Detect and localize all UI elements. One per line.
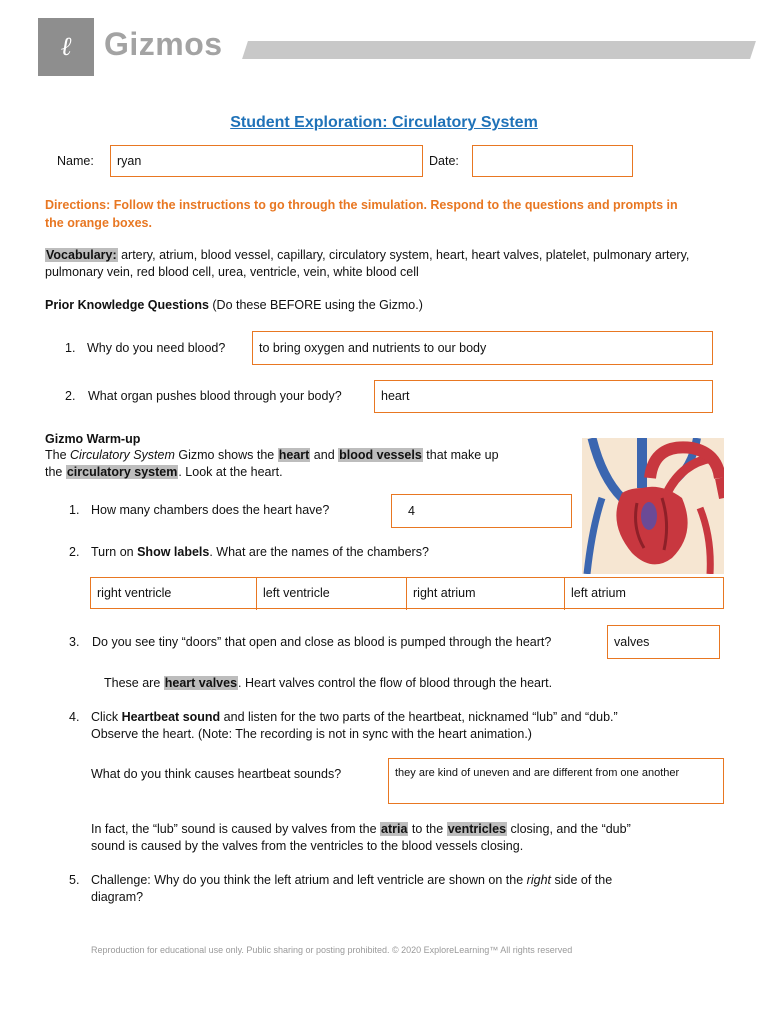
intro-text-4: that make up bbox=[422, 448, 499, 462]
q5-text-a: Challenge: Why do you think the left atrium and left ventricle are shown on the bbox=[91, 873, 527, 887]
warmup-a1-field[interactable]: 4 bbox=[391, 494, 572, 528]
warmup-q1-number: 1. bbox=[69, 503, 80, 517]
prior-q2-number: 2. bbox=[65, 389, 76, 403]
warmup-q4-number: 4. bbox=[69, 710, 80, 724]
prior-heading-note: (Do these BEFORE using the Gizmo.) bbox=[208, 298, 423, 312]
q4-fact-c: closing, and the “dub” bbox=[507, 822, 631, 836]
prior-q1-number: 1. bbox=[65, 341, 76, 355]
q4-fact-b: to the bbox=[408, 822, 447, 836]
warmup-a4-field[interactable]: they are kind of uneven and are different from one another bbox=[388, 758, 724, 804]
intro-gizmo-name: Circulatory System bbox=[70, 448, 175, 462]
heart-illustration bbox=[582, 438, 724, 574]
intro-text-3: and bbox=[310, 448, 339, 462]
warmup-q2-text bbox=[91, 545, 429, 559]
q3-note-b: . Heart valves control the flow of blood through the heart. bbox=[238, 676, 553, 690]
chamber-cell-1[interactable]: right ventricle bbox=[91, 578, 257, 610]
chamber-cell-2[interactable]: left ventricle bbox=[257, 578, 407, 610]
chamber-cell-3[interactable]: right atrium bbox=[407, 578, 565, 610]
intro-text-1: The bbox=[45, 448, 71, 462]
q4-heartbeat-sound: Heartbeat sound bbox=[121, 710, 221, 724]
gizmos-logo bbox=[38, 18, 94, 76]
vocabulary-label: Vocabulary: bbox=[46, 248, 117, 262]
prior-knowledge-heading bbox=[45, 297, 423, 314]
intro-text-6: . Look at the heart. bbox=[178, 465, 283, 479]
warmup-q2-number: 2. bbox=[69, 545, 80, 559]
warmup-q3-note bbox=[104, 676, 552, 690]
prior-q1-text: Why do you need blood? bbox=[87, 341, 226, 355]
date-label: Date: bbox=[429, 154, 459, 168]
warmup-q4-question: What do you think causes heartbeat sounds? bbox=[91, 767, 342, 781]
intro-highlight-blood-vessels: blood vessels bbox=[339, 448, 422, 462]
date-field[interactable] bbox=[472, 145, 633, 177]
prior-heading-text: Prior Knowledge Questions bbox=[45, 298, 209, 312]
warmup-a3-field[interactable]: valves bbox=[607, 625, 720, 659]
warmup-intro bbox=[45, 447, 585, 481]
prior-a1-field[interactable]: to bring oxygen and nutrients to our body bbox=[252, 331, 713, 365]
vocabulary-paragraph bbox=[45, 247, 725, 281]
q3-note-a: These are bbox=[104, 676, 164, 690]
name-label: Name: bbox=[57, 154, 94, 168]
warmup-q5-text bbox=[91, 872, 731, 906]
q5-italic-right: right bbox=[526, 873, 551, 887]
intro-highlight-heart: heart bbox=[278, 448, 310, 462]
vocabulary-list: artery, atrium, blood vessel, capillary, circulatory system, heart, heart valves, platelet, pulmonary artery, pulmonary vein, red blood cell, urea, ventricle, vein, white blood cell bbox=[45, 248, 690, 279]
intro-text-2: Gizmo shows the bbox=[174, 448, 278, 462]
q4-fact-highlight-atria: atria bbox=[381, 822, 408, 836]
header-bar bbox=[242, 41, 756, 59]
q5-line-2: diagram? bbox=[91, 890, 144, 904]
warmup-q3-text: Do you see tiny “doors” that open and close as blood is pumped through the heart? bbox=[92, 635, 552, 649]
name-field[interactable]: ryan bbox=[110, 145, 423, 177]
q2-text-b: . What are the names of the chambers? bbox=[209, 545, 429, 559]
heart-svg bbox=[582, 438, 724, 574]
q5-text-b: side of the bbox=[551, 873, 613, 887]
logo-glyph: ℓ bbox=[60, 32, 72, 62]
footer-copyright: Reproduction for educational use only. Public sharing or posting prohibited. © 2020 ExploreLearning™ All rights reserved bbox=[91, 945, 573, 955]
warmup-q4-fact bbox=[91, 821, 731, 855]
chambers-table bbox=[90, 577, 724, 609]
intro-highlight-circulatory-system: circulatory system bbox=[66, 465, 178, 479]
intro-text-5: the bbox=[45, 465, 66, 479]
brand-name: Gizmos bbox=[104, 26, 223, 62]
q4-fact-a: In fact, the “lub” sound is caused by valves from the bbox=[91, 822, 381, 836]
directions-text: Directions: Follow the instructions to go through the simulation. Respond to the questions and prompts in the orange boxes. bbox=[45, 198, 678, 230]
warmup-q5-number: 5. bbox=[69, 873, 80, 887]
q4-fact-line-2: sound is caused by the valves from the ventricles to the blood vessels closing. bbox=[91, 839, 524, 853]
q4-line-2: Observe the heart. (Note: The recording is not in sync with the heart animation.) bbox=[91, 727, 532, 741]
warmup-q3-number: 3. bbox=[69, 635, 80, 649]
q3-note-highlight: heart valves bbox=[164, 676, 238, 690]
q4-fact-highlight-ventricles: ventricles bbox=[447, 822, 507, 836]
page-title: Student Exploration: Circulatory System bbox=[230, 114, 538, 131]
chamber-cell-4[interactable]: left atrium bbox=[571, 586, 626, 600]
q4-text-a: Click bbox=[91, 710, 122, 724]
warmup-heading: Gizmo Warm-up bbox=[45, 432, 141, 446]
prior-a2-field[interactable]: heart bbox=[374, 380, 713, 413]
q4-text-b: and listen for the two parts of the heartbeat, nicknamed “lub” and “dub.” bbox=[220, 710, 618, 724]
warmup-q4-text bbox=[91, 709, 731, 743]
warmup-q1-text: How many chambers does the heart have? bbox=[91, 503, 330, 517]
q2-text-a: Turn on bbox=[91, 545, 138, 559]
q2-show-labels: Show labels bbox=[137, 545, 210, 559]
prior-q2-text: What organ pushes blood through your body? bbox=[88, 389, 342, 403]
